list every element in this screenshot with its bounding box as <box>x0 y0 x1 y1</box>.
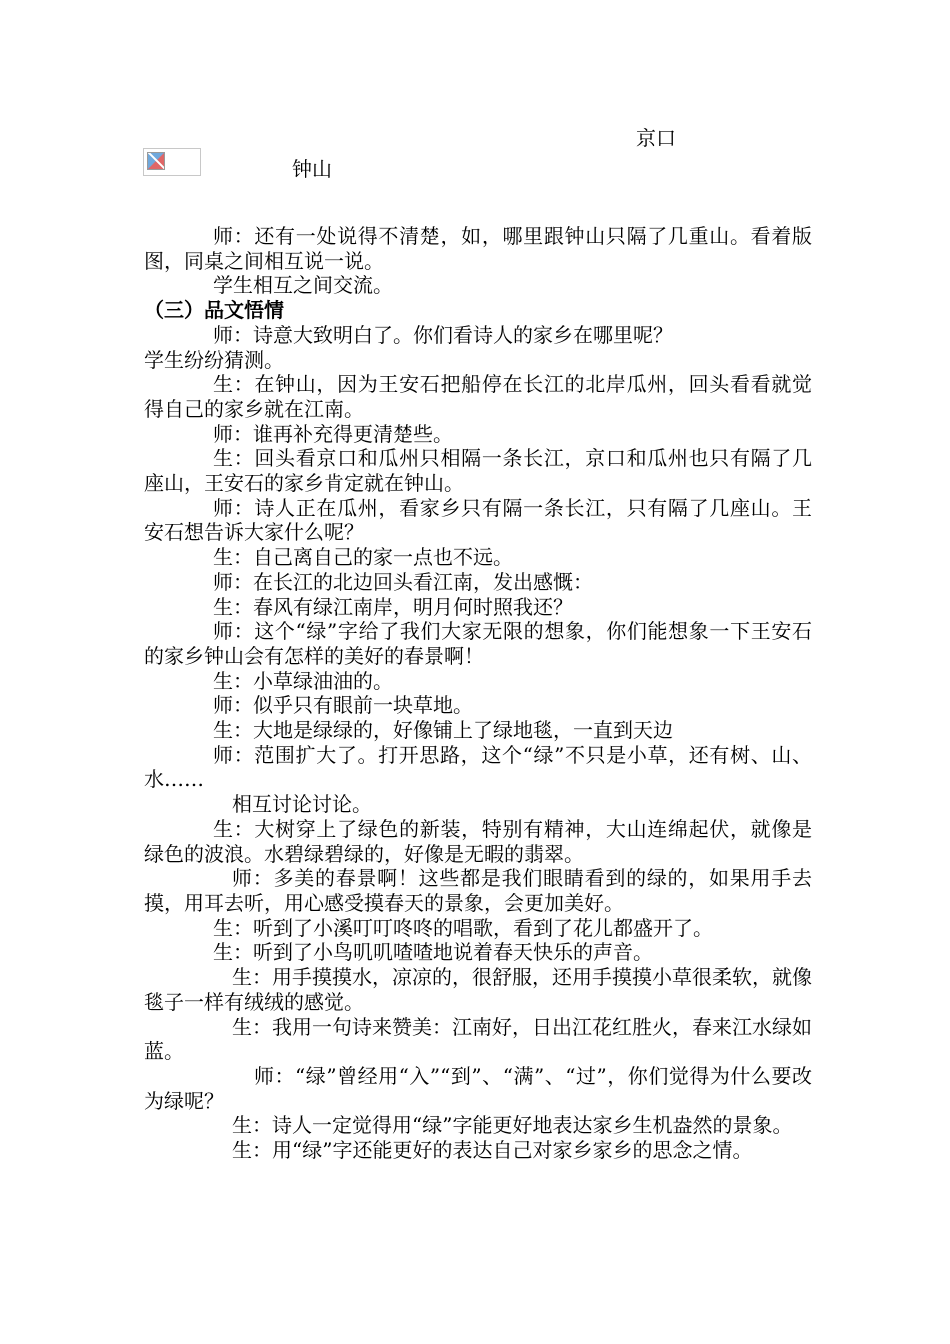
paragraph: 生：用“绿”字还能更好的表达自己对家乡家乡的思念之情。 <box>232 1138 753 1163</box>
paragraph: 学生相互之间交流。 <box>213 273 393 298</box>
image-placeholder <box>143 148 201 176</box>
paragraph: 师：范围扩大了。打开思路，这个“绿”不只是小草，还有树、山、水…… <box>144 742 812 792</box>
paragraph: 师：多美的春景啊！这些都是我们眼睛看到的绿的，如果用手去摸，用耳去听，用心感受摸春天的景象，会更加美好。 <box>144 866 812 915</box>
paragraph: 师：诗人正在瓜州，看家乡只有隔一条长江，只有隔了几座山。王安石想告诉大家什么呢？ <box>144 495 812 545</box>
paragraph: 生：用手摸摸水，凉凉的，很舒服，还用手摸摸小草很柔软，就像毯子一样有绒绒的感觉。 <box>144 965 812 1014</box>
paragraph: 生：在钟山，因为王安石把船停在长江的北岸瓜州，回头看看就觉得自己的家乡就在江南。 <box>144 372 812 421</box>
body-text <box>144 224 812 1163</box>
paragraph: 生：诗人一定觉得用“绿”字能更好地表达家乡生机盎然的景象。 <box>232 1113 793 1138</box>
paragraph: 师：在长江的北边回头看江南，发出感慨： <box>213 569 593 594</box>
paragraph: 师：“绿”曾经用“入”“到”、“满”、“过”，你们觉得为什么要改为绿呢？ <box>144 1063 812 1113</box>
paragraph: 生：听到了小溪叮叮咚咚的唱歌，看到了花儿都盛开了。 <box>213 915 713 940</box>
paragraph: 生：我用一句诗来赞美：江南好，日出江花红胜火，春来江水绿如蓝。 <box>144 1014 812 1064</box>
map-label-zhongshan: 钟山 <box>292 157 332 181</box>
paragraph: 师：似乎只有眼前一块草地。 <box>213 693 473 718</box>
paragraph: 生：自己离自己的家一点也不远。 <box>213 545 513 570</box>
paragraph: 师：诗意大致明白了。你们看诗人的家乡在哪里呢？ <box>213 322 673 347</box>
paragraph: 生：春风有绿江南岸，明月何时照我还？ <box>213 594 573 619</box>
paragraph: 生：小草绿油油的。 <box>213 668 393 693</box>
paragraph: 学生纷纷猜测。 <box>144 347 284 372</box>
paragraph: 生：回头看京口和瓜州只相隔一条长江，京口和瓜州也只有隔了几座山，王安石的家乡肯定就在钟山。 <box>144 446 812 496</box>
section-heading: （三）品文悟情 <box>144 298 284 323</box>
paragraph: 生：大树穿上了绿色的新装，特别有精神，大山连绵起伏，就像是绿色的波浪。水碧绿碧绿的，好像是无暇的翡翠。 <box>144 816 812 866</box>
paragraph: 生：听到了小鸟叽叽喳喳地说着春天快乐的声音。 <box>213 940 653 965</box>
map-label-jingkou: 京口 <box>636 126 676 150</box>
paragraph: 师：谁再补充得更清楚些。 <box>213 421 453 446</box>
paragraph: 师：这个“绿”字给了我们大家无限的想象，你们能想象一下王安石的家乡钟山会有怎样的美好的春景啊！ <box>144 619 812 668</box>
broken-image-icon <box>147 152 165 170</box>
paragraph: 相互讨论讨论。 <box>232 792 372 817</box>
paragraph: 生：大地是绿绿的，好像铺上了绿地毯，一直到天边 <box>213 718 673 743</box>
paragraph: 师：还有一处说得不清楚，如，哪里跟钟山只隔了几重山。看着版图，同桌之间相互说一说。 <box>144 224 812 273</box>
